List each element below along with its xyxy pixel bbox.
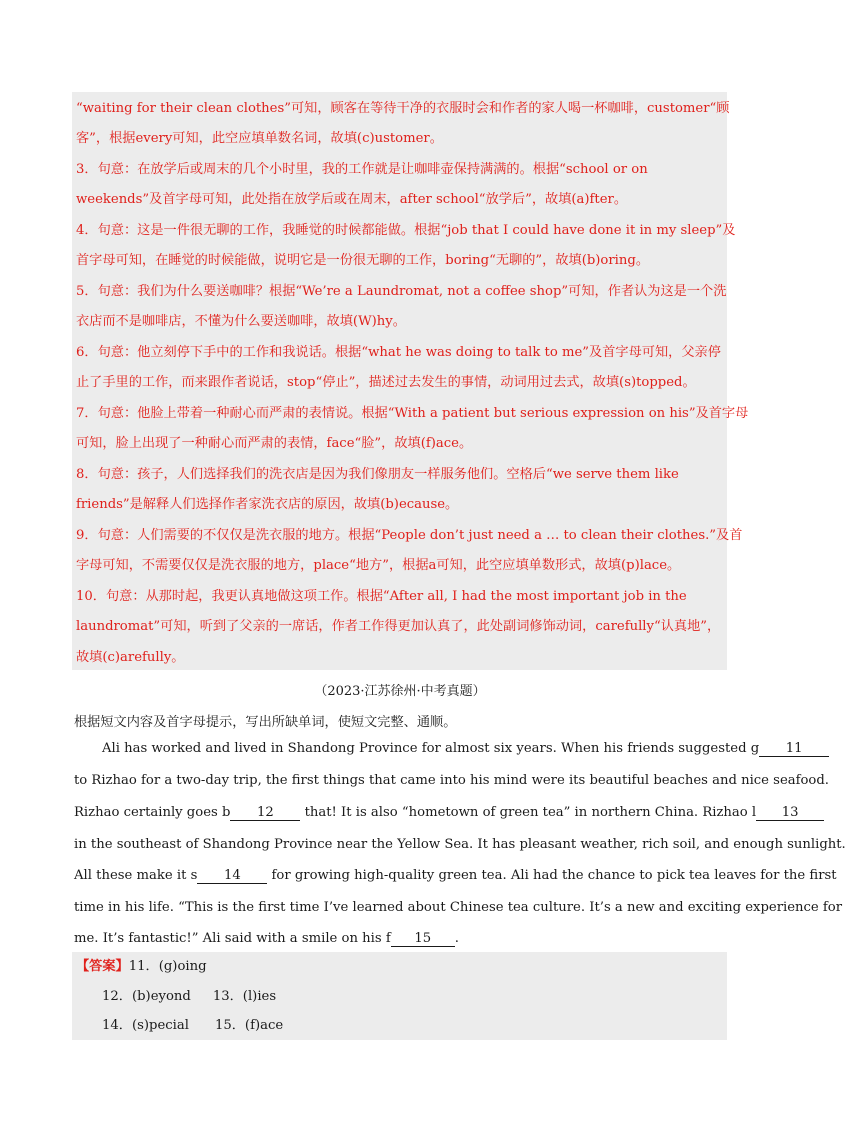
explanation-line: laundromat”可知，听到了父亲的一席话，作者工作得更加认真了，此处副词修饰动词，carefully“认真地”， xyxy=(76,619,721,634)
explanation-line: 5．句意：我们为什么要送咖啡？根据“We’re a Laundromat, not a coffee shop”可知，作者认为这是一个洗 xyxy=(76,284,727,299)
answer-line xyxy=(102,988,276,1006)
explanation-line: 9．句意：人们需要的不仅仅是洗衣服的地方。根据“People don’t just need a … to clean their clothes.”及首 xyxy=(76,528,743,543)
explanation-line: 衣店而不是咖啡店，不懂为什么要送咖啡，故填(W)hy。 xyxy=(76,314,406,329)
passage-line xyxy=(102,740,829,758)
passage-line: to Rizhao for a two-day trip, the first things that came into his mind were its beautiful beaches and nice seafood. xyxy=(74,773,830,788)
explanation-line: 3．句意：在放学后或周末的几个小时里，我的工作就是让咖啡壶保持满满的。根据“school or on xyxy=(76,162,648,177)
passage-line xyxy=(74,930,459,948)
explanation-line: 字母可知，不需要仅仅是洗衣服的地方，place“地方”，根据a可知，此空应填单数形式，故填(p)lace。 xyxy=(76,558,681,573)
explanation-line: weekends”及首字母可知，此处指在放学后或在周末，after school“放学后”，故填(a)fter。 xyxy=(76,192,628,207)
blank-12[interactable]: 12 xyxy=(230,805,300,821)
passage-line: in the southeast of Shandong Province near the Yellow Sea. It has pleasant weather, rich soil, and enough sunlight. xyxy=(74,837,846,852)
explanation-line: 客”，根据every可知，此空应填单数名词，故填(c)ustomer。 xyxy=(76,131,443,146)
question-source: （2023·江苏徐州·中考真题） xyxy=(314,684,486,699)
passage-line xyxy=(74,804,824,822)
passage-text: . xyxy=(454,931,459,946)
passage-text: All these make it s xyxy=(74,868,198,883)
answer-line xyxy=(102,1017,283,1035)
explanation-line: “waiting for their clean clothes”可知，顾客在等待干净的衣服时会和作者的家人喝一杯咖啡，customer“顾 xyxy=(76,101,730,116)
passage-text: Rizhao certainly goes b xyxy=(74,805,231,820)
explanation-line: friends”是解释人们选择作者家洗衣店的原因，故填(b)ecause。 xyxy=(76,497,459,512)
blank-14[interactable]: 14 xyxy=(197,868,267,884)
answer-14: 14．(s)pecial xyxy=(102,1018,189,1033)
explanation-line: 故填(c)arefully。 xyxy=(76,650,185,665)
explanation-line: 止了手里的工作，而来跟作者说话，stop“停止”，描述过去发生的事情，动词用过去式，故填(s)topped。 xyxy=(76,375,696,390)
blank-11[interactable]: 11 xyxy=(759,741,829,757)
explanation-block xyxy=(72,92,749,670)
explanation-line: 4．句意：这是一件很无聊的工作，我睡觉的时候都能做。根据“job that I could have done it in my sleep”及 xyxy=(76,223,736,238)
answer-block xyxy=(72,952,727,1040)
answer-13: 13．(l)ies xyxy=(212,989,277,1004)
blank-13[interactable]: 13 xyxy=(756,805,824,821)
explanation-line: 7．句意：他脸上带着一种耐心而严肃的表情说。根据“With a patient but serious expression on his”及首字母 xyxy=(76,406,749,421)
explanation-line: 可知，脸上出现了一种耐心而严肃的表情，face“脸”，故填(f)ace。 xyxy=(76,436,473,451)
answer-15: 15．(f)ace xyxy=(214,1018,284,1033)
explanation-line: 6．句意：他立刻停下手中的工作和我说话。根据“what he was doing to talk to me”及首字母可知，父亲停 xyxy=(76,345,721,360)
answer-tag: 【答案】 xyxy=(76,959,129,974)
explanation-line: 10．句意：从那时起，我更认真地做这项工作。根据“After all, I had the most important job in the xyxy=(76,589,687,604)
question-instruction: 根据短文内容及首字母提示，写出所缺单词，使短文完整、通顺。 xyxy=(74,715,457,730)
answer-line xyxy=(76,958,207,976)
explanation-line: 首字母可知，在睡觉的时候能做，说明它是一份很无聊的工作，boring“无聊的”，故填(b)oring。 xyxy=(76,253,650,268)
answer-12: 12．(b)eyond xyxy=(102,989,191,1004)
passage-line: time in his life. “This is the first time I’ve learned about Chinese tea culture. It’s a new and exciting experience for xyxy=(74,900,843,915)
passage-text: that! It is also “hometown of green tea” in northern China. Rizhao l xyxy=(300,805,757,820)
explanation-line: 8．句意：孩子，人们选择我们的洗衣店是因为我们像朋友一样服务他们。空格后“we serve them like xyxy=(76,467,679,482)
passage-text: me. It’s fantastic!” Ali said with a smile on his f xyxy=(74,931,391,946)
passage-text: for growing high-quality green tea. Ali had the chance to pick tea leaves for the first xyxy=(267,868,837,883)
blank-15[interactable]: 15 xyxy=(391,931,455,947)
answer-11: 11．(g)oing xyxy=(128,959,207,974)
passage-text: Ali has worked and lived in Shandong Province for almost six years. When his friends suggested g xyxy=(102,741,760,756)
passage-line xyxy=(74,867,837,885)
